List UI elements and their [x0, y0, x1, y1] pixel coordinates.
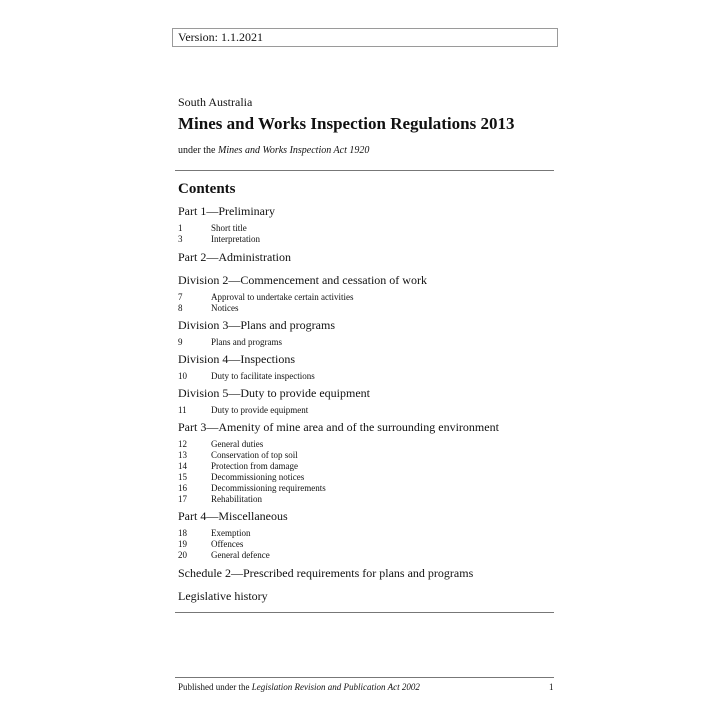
toc-entry-number: 17: [178, 494, 187, 504]
divider-bottom: [175, 612, 554, 613]
toc-entry-number: 14: [178, 461, 187, 471]
toc-entry-number: 13: [178, 450, 187, 460]
toc-entry-number: 3: [178, 234, 183, 244]
toc-entry-title: Conservation of top soil: [211, 450, 298, 460]
jurisdiction: South Australia: [178, 95, 253, 109]
toc-entry-title: Plans and programs: [211, 337, 282, 347]
toc-entry-1[interactable]: [178, 223, 247, 234]
toc-entry-title: Protection from damage: [211, 461, 298, 471]
toc-entry-17[interactable]: [178, 494, 262, 505]
toc-entry-number: 11: [178, 405, 187, 415]
toc-entry-number: 15: [178, 472, 187, 482]
toc-entry-title: Rehabilitation: [211, 494, 262, 504]
toc-entry-title: General duties: [211, 439, 264, 449]
version-label: Version: 1.1.2021: [172, 28, 558, 47]
toc-entry-title: Decommissioning notices: [211, 472, 305, 482]
toc-entry-number: 10: [178, 371, 187, 381]
toc-entry-title: Exemption: [211, 528, 251, 538]
toc-entry-title: Interpretation: [211, 234, 260, 244]
toc-schedule-2[interactable]: Schedule 2—Prescribed requirements for plans and programs: [178, 566, 474, 580]
enabling-act-prefix: under the: [178, 145, 218, 156]
toc-entry-15[interactable]: [178, 472, 304, 483]
divider-top: [175, 170, 554, 171]
toc-entry-title: General defence: [211, 550, 270, 560]
toc-entry-8[interactable]: [178, 303, 239, 314]
toc-entry-number: 7: [178, 292, 183, 302]
toc-entry-number: 9: [178, 337, 183, 347]
toc-entry-number: 19: [178, 539, 187, 549]
enabling-act-line: [178, 145, 369, 156]
toc-entry-11[interactable]: [178, 405, 308, 416]
toc-entry-14[interactable]: [178, 461, 298, 472]
toc-entry-12[interactable]: [178, 439, 263, 450]
footer-prefix: Published under the: [178, 682, 252, 692]
page-number: 1: [549, 682, 554, 692]
toc-entry-title: Decommissioning requirements: [211, 483, 326, 493]
toc-division-4[interactable]: Division 4—Inspections: [178, 352, 295, 366]
toc-entry-number: 18: [178, 528, 187, 538]
footer-rule: [175, 677, 554, 678]
toc-entry-number: 1: [178, 223, 183, 233]
toc-division-5[interactable]: Division 5—Duty to provide equipment: [178, 386, 370, 400]
toc-entry-3[interactable]: [178, 234, 260, 245]
toc-entry-19[interactable]: [178, 539, 243, 550]
toc-entry-title: Duty to facilitate inspections: [211, 371, 315, 381]
toc-entry-9[interactable]: [178, 337, 282, 348]
toc-entry-number: 16: [178, 483, 187, 493]
toc-entry-number: 20: [178, 550, 187, 560]
toc-division-3[interactable]: Division 3—Plans and programs: [178, 318, 335, 332]
toc-entry-7[interactable]: [178, 292, 353, 303]
contents-heading: Contents: [178, 181, 236, 197]
toc-entry-20[interactable]: [178, 550, 270, 561]
footer-act-name: Legislation Revision and Publication Act 2002: [251, 682, 420, 692]
toc-entry-title: Offences: [211, 539, 244, 549]
toc-entry-title: Notices: [211, 303, 239, 313]
toc-part-4[interactable]: Part 4—Miscellaneous: [178, 509, 288, 523]
toc-part-1[interactable]: Part 1—Preliminary: [178, 204, 275, 218]
toc-entry-13[interactable]: [178, 450, 298, 461]
toc-entry-10[interactable]: [178, 371, 315, 382]
toc-entry-number: 8: [178, 303, 183, 313]
toc-part-2[interactable]: Part 2—Administration: [178, 250, 291, 264]
document-title: Mines and Works Inspection Regulations 2013: [178, 114, 515, 133]
toc-entry-number: 12: [178, 439, 187, 449]
toc-part-3[interactable]: Part 3—Amenity of mine area and of the surrounding environment: [178, 420, 499, 434]
toc-entry-16[interactable]: [178, 483, 326, 494]
toc-entry-title: Short title: [211, 223, 247, 233]
toc-entry-18[interactable]: [178, 528, 251, 539]
toc-division-2[interactable]: Division 2—Commencement and cessation of work: [178, 273, 427, 287]
footer-publication-note: [178, 682, 420, 692]
toc-entry-title: Approval to undertake certain activities: [211, 292, 354, 302]
toc-entry-title: Duty to provide equipment: [211, 405, 309, 415]
enabling-act-name: Mines and Works Inspection Act 1920: [218, 145, 370, 156]
toc-legislative-history[interactable]: Legislative history: [178, 589, 268, 603]
